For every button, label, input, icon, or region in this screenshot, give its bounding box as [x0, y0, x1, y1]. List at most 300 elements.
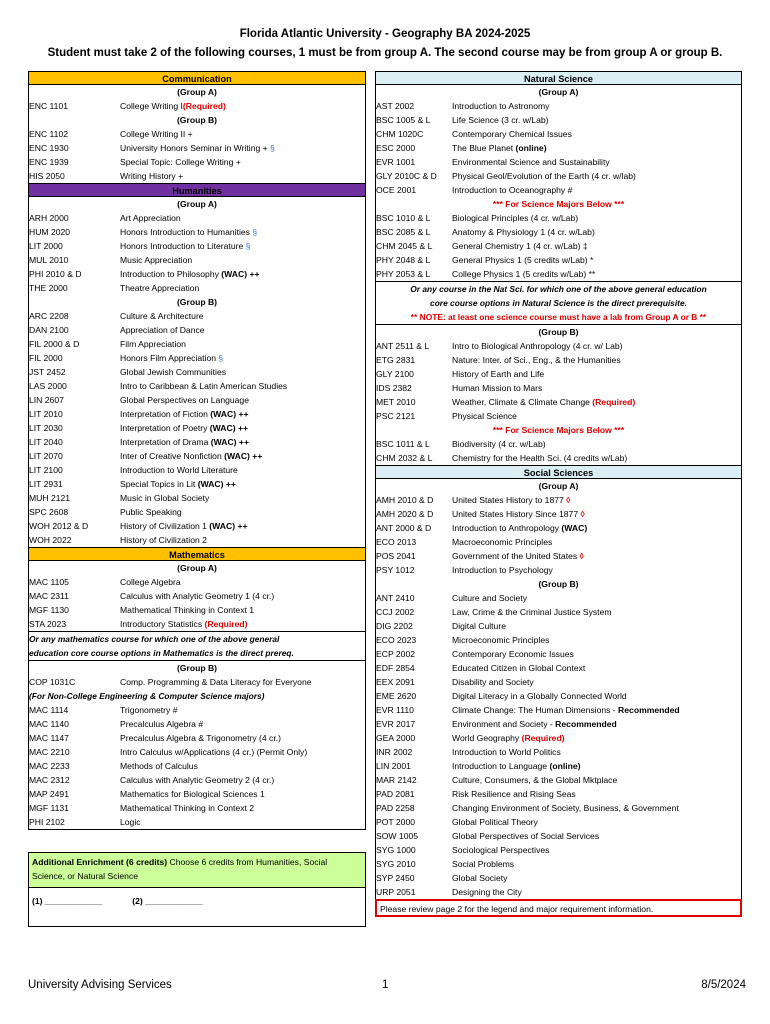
humanities-header: Humanities	[28, 183, 366, 197]
right-column	[375, 71, 742, 917]
review-note: Please review page 2 for the legend and major requirement information.	[375, 899, 742, 917]
course-code: EVR 1001	[376, 157, 416, 167]
honors-mark: §	[243, 241, 251, 251]
course-row	[376, 801, 741, 815]
course-code: LIT 2931	[29, 479, 63, 489]
course-row	[29, 801, 365, 815]
social-sciences-section	[375, 479, 742, 899]
course-code: WOH 2022	[29, 535, 72, 545]
course-title: Introduction to Anthropology	[452, 523, 560, 533]
course-code: PAD 2258	[376, 803, 415, 813]
course-row	[376, 183, 741, 197]
enrichment-box	[28, 852, 366, 888]
course-row	[376, 605, 741, 619]
course-code: PSY 1012	[376, 565, 415, 575]
course-code: AMH 2020 & D	[376, 509, 434, 519]
course-row	[29, 379, 365, 393]
course-title: General Physics 1 (5 credits w/Lab) *	[452, 255, 594, 265]
footer-left: University Advising Services	[28, 979, 172, 991]
course-title: Chemistry for the Health Sci. (4 credits w/Lab)	[452, 453, 628, 463]
course-code: SOW 1005	[376, 831, 419, 841]
mathematics-group-a-label: (Group A)	[177, 563, 217, 573]
course-code: POT 2000	[376, 817, 416, 827]
course-row	[29, 533, 365, 547]
natural-science-group-a-list	[376, 99, 741, 197]
course-code: CHM 1020C	[376, 129, 424, 139]
course-row	[376, 127, 741, 141]
mathematics-header: Mathematics	[28, 547, 366, 561]
course-code: SYG 2010	[376, 859, 416, 869]
science-majors-b-list	[376, 437, 741, 465]
course-row	[376, 169, 741, 183]
course-row	[29, 155, 365, 169]
course-tag: (WAC)	[559, 523, 588, 533]
course-title: Introduction to Philosophy	[120, 269, 219, 279]
course-tag: Recommended	[552, 719, 617, 729]
course-row	[29, 617, 365, 631]
course-title: Public Speaking	[120, 507, 182, 517]
course-row	[376, 731, 741, 745]
natural-science-group-a-label: (Group A)	[538, 87, 579, 97]
course-row	[29, 225, 365, 239]
course-title: Global Perspectives on Language	[120, 395, 249, 405]
course-title: Introduction to World Politics	[452, 747, 561, 757]
course-row	[29, 491, 365, 505]
mathematics-section	[28, 561, 366, 829]
course-code: MAC 2210	[29, 747, 70, 757]
course-row	[29, 449, 365, 463]
course-code: DIG 2202	[376, 621, 413, 631]
course-code: PHY 2053 & L	[376, 269, 431, 279]
course-title: Contemporary Chemical Issues	[452, 129, 572, 139]
course-row	[376, 633, 741, 647]
course-title: Biological Principles (4 cr. w/Lab)	[452, 213, 579, 223]
course-code: LIT 2010	[29, 409, 63, 419]
course-code: MAC 1140	[29, 719, 69, 729]
course-title: Introduction to World Literature	[120, 465, 238, 475]
course-row	[29, 351, 365, 365]
course-code: MAC 1114	[29, 705, 69, 715]
course-title: History of Civilization 1	[120, 521, 207, 531]
course-title: United States History to 1877	[452, 495, 564, 505]
course-title: Interpretation of Drama	[120, 437, 209, 447]
course-code: EME 2620	[376, 691, 417, 701]
course-title: College Writing II +	[120, 129, 193, 139]
course-title: Mathematical Thinking in Context 1	[120, 605, 255, 615]
course-code: URP 2051	[376, 887, 416, 897]
course-row	[29, 703, 365, 717]
course-tag: (WAC) ++	[206, 521, 248, 531]
course-row	[29, 603, 365, 617]
course-title: Calculus with Analytic Geometry 2 (4 cr.)	[120, 775, 275, 785]
course-code: MUH 2121	[29, 493, 71, 503]
course-title: Writing History +	[120, 171, 184, 181]
enrichment-blank-1[interactable]: (1) ____________	[32, 896, 103, 906]
course-title: General Chemistry 1 (4 cr. w/Lab) ‡	[452, 241, 588, 251]
course-row	[29, 717, 365, 731]
course-row	[376, 885, 741, 899]
course-title: Contemporary Economic Issues	[452, 649, 574, 659]
course-code: ENC 1101	[29, 101, 69, 111]
course-row	[29, 393, 365, 407]
required-tag: (Required)	[202, 619, 248, 629]
course-row	[29, 267, 365, 281]
required-tag: (Required)	[589, 397, 636, 407]
course-code: MAC 1147	[29, 733, 69, 743]
course-title: Anatomy & Physiology 1 (4 cr. w/Lab)	[452, 227, 595, 237]
course-tag: (WAC) ++	[218, 269, 260, 279]
enrichment-blanks	[28, 888, 366, 927]
course-code: LIT 2070	[29, 451, 63, 461]
science-majors-note-b: *** For Science Majors Below ***	[492, 425, 625, 435]
document-subtitle: Student must take 2 of the following courses, 1 must be from group A. The second course may be from group A or group B.	[47, 47, 723, 59]
course-tag: Recommended	[615, 705, 680, 715]
course-row	[376, 395, 741, 409]
course-title: Nature: Inter. of Sci., Eng., & the Humanities	[452, 355, 621, 365]
course-code: FIL 2000	[29, 353, 63, 363]
course-row	[376, 745, 741, 759]
course-code: LIT 2030	[29, 423, 63, 433]
course-title: Theatre Appreciation	[120, 283, 200, 293]
course-row	[29, 787, 365, 801]
course-code: SPC 2608	[29, 507, 69, 517]
course-code: LAS 2000	[29, 381, 67, 391]
course-title: Introduction to Psychology	[452, 565, 553, 575]
course-code: ANT 2000 & D	[376, 523, 432, 533]
required-tag: (Required)	[519, 733, 565, 743]
course-row	[376, 253, 741, 267]
course-tag: (online)	[513, 143, 547, 153]
course-tag: (online)	[547, 761, 581, 771]
course-tag: (WAC) ++	[221, 451, 263, 461]
course-code: AST 2002	[376, 101, 415, 111]
course-code: ARC 2208	[29, 311, 69, 321]
course-row	[29, 365, 365, 379]
course-row	[29, 407, 365, 421]
course-row	[29, 99, 365, 113]
course-tag: (WAC) ++	[208, 437, 249, 447]
course-code: ESC 2000	[376, 143, 416, 153]
course-row	[29, 211, 365, 225]
communication-group-b-label: (Group B)	[176, 115, 218, 125]
course-title: Honors Film Appreciation	[120, 353, 217, 363]
course-code: FIL 2000 & D	[29, 339, 80, 349]
natural-science-header: Natural Science	[375, 71, 742, 85]
course-title: Interpretation of Fiction	[120, 409, 208, 419]
course-title: Social Problems	[452, 859, 515, 869]
course-code: JST 2452	[29, 367, 66, 377]
course-row	[29, 731, 365, 745]
communication-header: Communication	[28, 71, 366, 85]
course-title: University Honors Seminar in Writing +	[120, 143, 268, 153]
course-title: Intro Calculus w/Applications (4 cr.) (Permit Only)	[120, 747, 308, 757]
course-title: Precalculus Algebra & Trigonometry (4 cr.)	[120, 733, 281, 743]
course-code: MAC 2233	[29, 761, 70, 771]
course-title: Film Appreciation	[120, 339, 186, 349]
humanities-group-b-list	[29, 309, 365, 547]
course-code: THE 2000	[29, 283, 68, 293]
course-code: MAR 2142	[376, 775, 417, 785]
course-title: Physical Science	[452, 411, 517, 421]
course-code: BSC 1010 & L	[376, 213, 431, 223]
course-title: Weather, Climate & Climate Change	[452, 397, 590, 407]
course-row	[29, 575, 365, 589]
course-title: Human Mission to Mars	[452, 383, 543, 393]
course-code: COP 1031C	[29, 677, 76, 687]
course-code: GEA 2000	[376, 733, 416, 743]
left-column	[28, 71, 366, 927]
course-row	[29, 675, 365, 689]
course-title: Mathematics for Biological Sciences 1	[120, 789, 265, 799]
course-code: EDF 2854	[376, 663, 415, 673]
course-row	[376, 815, 741, 829]
course-code: EVR 1110	[376, 705, 414, 715]
course-code: MAC 2312	[29, 775, 70, 785]
course-row	[376, 381, 741, 395]
course-title: History of Civilization 2	[120, 535, 207, 545]
humanities-group-a-list	[29, 211, 365, 295]
course-code: CCJ 2002	[376, 607, 415, 617]
course-title: College Algebra	[120, 577, 181, 587]
course-row	[29, 281, 365, 295]
course-row	[376, 619, 741, 633]
course-title: Macroeconomic Principles	[452, 537, 553, 547]
course-row	[29, 745, 365, 759]
course-title: History of Earth and Life	[452, 369, 545, 379]
social-sciences-group-a-list	[376, 493, 741, 577]
enrichment-text: Choose 6 credits from Humanities, Social Science, or Natural Science	[32, 857, 328, 881]
course-code: MET 2010	[376, 397, 416, 407]
course-code: ENC 1930	[29, 143, 69, 153]
course-code: WOH 2012 & D	[29, 521, 89, 531]
course-code: MUL 2010	[29, 255, 69, 265]
course-title: Music in Global Society	[120, 493, 210, 503]
course-title: Inter of Creative Nonfiction	[120, 451, 222, 461]
course-row	[376, 829, 741, 843]
course-tag: (WAC) ++	[207, 423, 249, 433]
course-title: College Physics 1 (5 credits w/Lab) **	[452, 269, 596, 279]
course-row	[29, 519, 365, 533]
course-row	[376, 99, 741, 113]
humanities-group-b-label: (Group B)	[176, 297, 218, 307]
course-title: Interpretation of Poetry	[120, 423, 208, 433]
course-tag: (WAC) ++	[207, 409, 249, 419]
course-row	[29, 141, 365, 155]
course-title: World Geography	[452, 733, 520, 743]
course-title: Logic	[120, 817, 141, 827]
science-majors-list	[376, 211, 741, 281]
course-code: HIS 2050	[29, 171, 65, 181]
course-row	[376, 773, 741, 787]
mathematics-group-a-list	[29, 575, 365, 631]
cop-note: (For Non-College Engineering & Computer Science majors)	[29, 691, 265, 701]
course-title: Law, Crime & the Criminal Justice System	[452, 607, 612, 617]
course-title: Digital Culture	[452, 621, 506, 631]
course-row	[376, 353, 741, 367]
course-row	[376, 225, 741, 239]
course-row	[29, 169, 365, 183]
course-code: CHM 2032 & L	[376, 453, 433, 463]
course-title: Precalculus Algebra #	[120, 719, 204, 729]
course-title: Disability and Society	[452, 677, 534, 687]
course-title: Culture & Architecture	[120, 311, 204, 321]
course-row	[376, 563, 741, 577]
communication-group-b-list	[29, 127, 365, 183]
course-code: INR 2002	[376, 747, 413, 757]
course-code: PHY 2048 & L	[376, 255, 431, 265]
natural-science-section	[375, 85, 742, 465]
course-code: PHI 2102	[29, 817, 65, 827]
course-code: BSC 1005 & L	[376, 115, 431, 125]
course-row	[29, 421, 365, 435]
course-code: GLY 2010C & D	[376, 171, 437, 181]
course-title: Changing Environment of Society, Business, & Government	[452, 803, 679, 813]
course-code: ETG 2831	[376, 355, 416, 365]
course-row	[376, 647, 741, 661]
social-sciences-header: Social Sciences	[375, 465, 742, 479]
course-row	[376, 113, 741, 127]
course-title: Special Topic: College Writing +	[120, 157, 241, 167]
course-code: DAN 2100	[29, 325, 69, 335]
course-title: Global Society	[452, 873, 508, 883]
course-row	[29, 309, 365, 323]
course-row	[376, 267, 741, 281]
course-code: MGF 1131	[29, 803, 69, 813]
course-title: Life Science (3 cr. w/Lab)	[452, 115, 549, 125]
course-row	[29, 253, 365, 267]
course-row	[29, 773, 365, 787]
course-title: Art Appreciation	[120, 213, 181, 223]
mathematics-note-line1: Or any mathematics course for which one of the above general	[29, 634, 280, 644]
course-title: Honors Introduction to Literature	[120, 241, 244, 251]
course-code: ANT 2511 & L	[376, 341, 430, 351]
course-code: OCE 2001	[376, 185, 417, 195]
course-code: STA 2023	[29, 619, 67, 629]
course-code: POS 2041	[376, 551, 416, 561]
course-code: ECO 2013	[376, 537, 417, 547]
course-code: CHM 2045 & L	[376, 241, 433, 251]
course-code: LIT 2000	[29, 241, 63, 251]
course-code: MAC 1105	[29, 577, 69, 587]
course-row	[376, 703, 741, 717]
course-code: PSC 2121	[376, 411, 416, 421]
civic-mark: ◊	[577, 551, 584, 561]
enrichment-label: Additional Enrichment (6 credits)	[32, 857, 168, 867]
course-title: Appreciation of Dance	[120, 325, 205, 335]
course-row	[376, 759, 741, 773]
course-code: ECO 2023	[376, 635, 417, 645]
course-row	[376, 437, 741, 451]
course-row	[29, 127, 365, 141]
honors-mark: §	[249, 227, 258, 237]
course-row	[29, 589, 365, 603]
course-title: Special Topics in Lit	[120, 479, 196, 489]
civic-mark: ◊	[578, 509, 585, 519]
course-row	[376, 717, 741, 731]
natural-science-group-b-list	[376, 339, 741, 423]
course-code: PAD 2081	[376, 789, 415, 799]
course-code: ARH 2000	[29, 213, 69, 223]
course-title: Digital Literacy in a Globally Connected World	[452, 691, 627, 701]
course-code: BSC 1011 & L	[376, 439, 430, 449]
course-code: SYG 1000	[376, 845, 416, 855]
course-title: Intro to Caribbean & Latin American Studies	[120, 381, 288, 391]
course-row	[376, 857, 741, 871]
footer-page-number: 1	[382, 979, 389, 991]
course-title: Introduction to Language	[452, 761, 548, 771]
course-row	[376, 409, 741, 423]
course-row	[29, 239, 365, 253]
course-code: ENC 1939	[29, 157, 69, 167]
course-row	[29, 435, 365, 449]
course-code: PHI 2010 & D	[29, 269, 82, 279]
course-row	[29, 759, 365, 773]
course-row	[29, 477, 365, 491]
lab-requirement-note: ** NOTE: at least one science course must have a lab from Group A or B **	[410, 312, 707, 322]
course-title: Honors Introduction to Humanities	[120, 227, 250, 237]
social-sciences-group-a-label: (Group A)	[538, 481, 579, 491]
course-code: ECP 2002	[376, 649, 416, 659]
course-row	[376, 591, 741, 605]
course-title: Government of the United States	[452, 551, 578, 561]
course-title: Global Perspectives of Social Services	[452, 831, 600, 841]
course-code: MAC 2311	[29, 591, 69, 601]
course-row	[376, 787, 741, 801]
science-majors-note: *** For Science Majors Below ***	[492, 199, 625, 209]
course-tag: (WAC) ++	[195, 479, 236, 489]
course-code: HUM 2020	[29, 227, 71, 237]
course-code: LIT 2040	[29, 437, 63, 447]
communication-section	[28, 85, 366, 183]
course-row	[376, 871, 741, 885]
required-tag: (Required)	[182, 101, 226, 111]
enrichment-blank-2[interactable]: (2) ____________	[132, 896, 203, 906]
course-title: Culture and Society	[452, 593, 527, 603]
course-title: Introductory Statistics	[120, 619, 203, 629]
course-row	[376, 367, 741, 381]
course-row	[376, 451, 741, 465]
course-code: IDS 2382	[376, 383, 412, 393]
course-row	[29, 463, 365, 477]
course-row	[376, 675, 741, 689]
course-title: Biodiversity (4 cr. w/Lab)	[452, 439, 546, 449]
natural-science-group-b-label: (Group B)	[538, 327, 579, 337]
footer-date: 8/5/2024	[701, 979, 746, 991]
course-row	[29, 323, 365, 337]
course-title: Risk Resilience and Rising Seas	[452, 789, 576, 799]
humanities-group-a-label: (Group A)	[177, 199, 217, 209]
course-row	[376, 507, 741, 521]
course-title: Culture, Consumers, & the Global Mktplace	[452, 775, 618, 785]
course-code: LIN 2001	[376, 761, 411, 771]
honors-mark: §	[216, 353, 224, 363]
social-sciences-group-b-label: (Group B)	[538, 579, 579, 589]
course-title: United States History Since 1877	[452, 509, 579, 519]
social-sciences-group-b-list	[376, 591, 741, 899]
course-title: The Blue Planet	[452, 143, 514, 153]
course-row	[29, 505, 365, 519]
course-code: EEX 2091	[376, 677, 415, 687]
course-title: Calculus with Analytic Geometry 1 (4 cr.)	[120, 591, 275, 601]
course-title: Educated Citizen in Global Context	[452, 663, 586, 673]
course-code: LIT 2100	[29, 465, 63, 475]
course-row	[376, 239, 741, 253]
course-row	[376, 521, 741, 535]
course-row	[376, 689, 741, 703]
course-code: ENC 1102	[29, 129, 69, 139]
course-title: Environmental Science and Sustainability	[452, 157, 610, 167]
course-title: Global Jewish Communities	[120, 367, 227, 377]
